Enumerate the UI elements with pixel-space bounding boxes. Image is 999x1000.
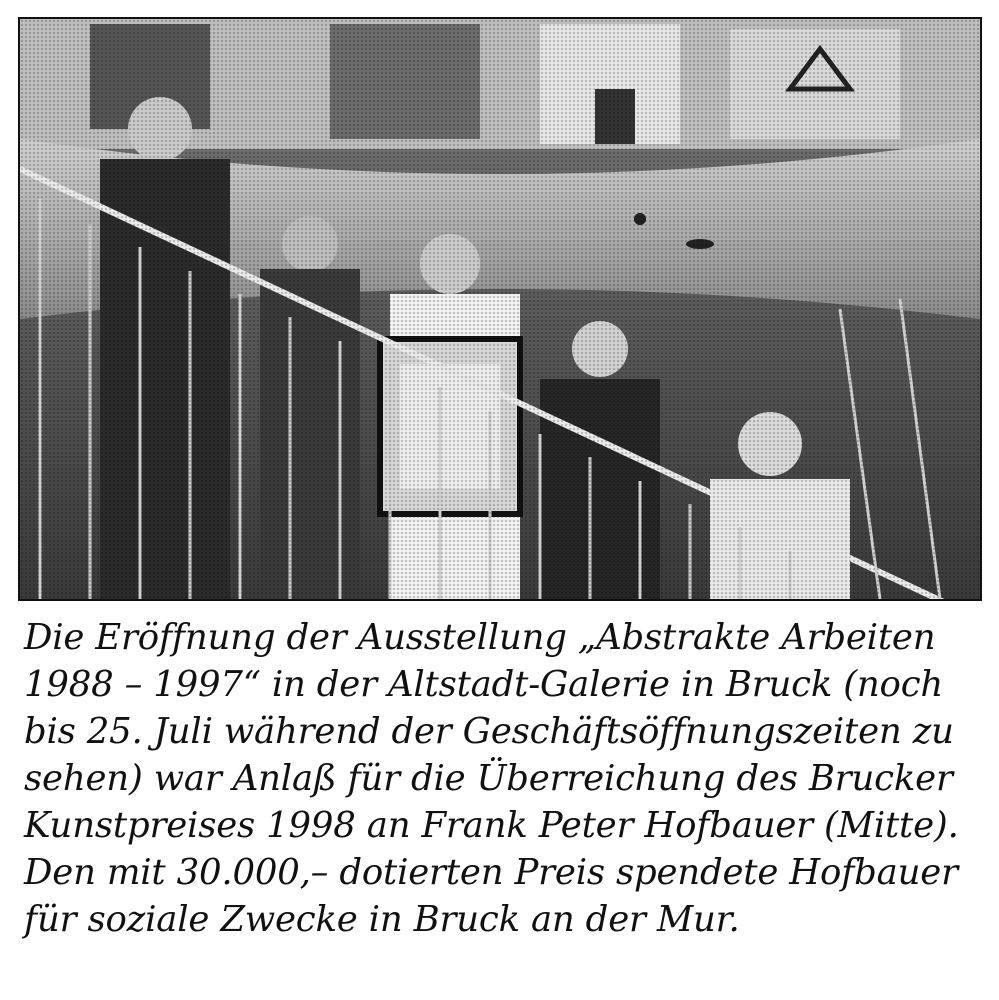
caption-line: sehen) war Anlaß für die Überreichung des Brucker	[24, 758, 953, 799]
photo-illustration	[20, 19, 980, 599]
photo-caption	[24, 614, 984, 943]
caption-line: 1988 – 1997“ in der Altstadt-Galerie in Bruck (noch	[24, 664, 944, 705]
caption-line: Den mit 30.000,– dotierten Preis spendete Hofbauer	[24, 852, 958, 893]
caption-line: Kunstpreises 1998 an Frank Peter Hofbauer (Mitte).	[24, 805, 959, 846]
caption-line: Die Eröffnung der Ausstellung „Abstrakte Arbeiten	[24, 617, 936, 658]
caption-line: bis 25. Juli während der Geschäftsöffnungszeiten zu	[24, 711, 954, 752]
caption-line: für soziale Zwecke in Bruck an der Mur.	[24, 899, 740, 940]
newspaper-photo	[18, 17, 982, 601]
